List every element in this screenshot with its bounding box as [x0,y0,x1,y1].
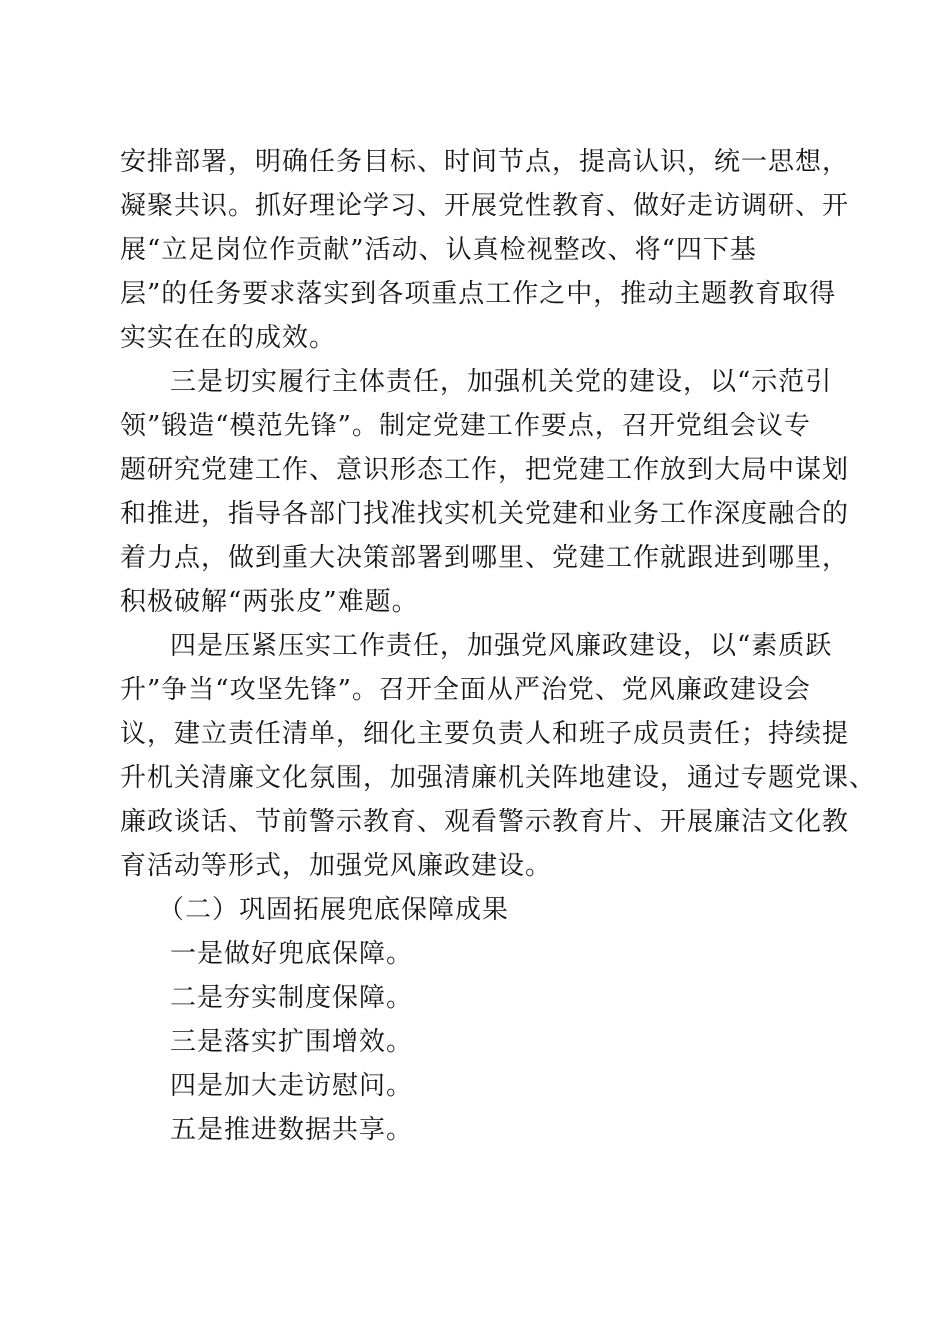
paragraph-line: 题研究党建工作、意识形态工作，把党建工作放到大局中谋划 [120,455,850,485]
section-heading: （二）巩固拓展兜底保障成果 [158,895,510,925]
paragraph-party-building [120,360,880,624]
paragraph-line: 着力点，做到重大决策部署到哪里、党建工作就跟进到哪里， [120,543,850,573]
paragraph-line: 和推进，指导各部门找准找实机关党建和业务工作深度融合的 [120,499,850,529]
paragraph-line: 廉政谈话、节前警示教育、观看警示教育片、开展廉洁文化教 [120,807,850,837]
item-list [120,932,880,1152]
list-item: 一是做好兜底保障。 [170,939,414,969]
paragraph-line: 实实在在的成效。 [120,323,337,353]
paragraph-line: 层”的任务要求落实到各项重点工作之中，推动主题教育取得 [120,279,837,309]
paragraph-line: 育活动等形式，加强党风廉政建设。 [120,851,553,881]
list-item: 四是加大走访慰问。 [170,1071,414,1101]
paragraph-continuation [120,140,880,360]
list-item: 三是落实扩围增效。 [170,1027,414,1057]
paragraph-line: 升”争当“攻坚先锋”。召开全面从严治党、党风廉政建设会 [120,675,811,705]
paragraph-line: 四是压紧压实工作责任，加强党风廉政建设，以“素质跃 [170,631,833,661]
list-item: 五是推进数据共享。 [170,1115,414,1145]
paragraph-line: 凝聚共识。抓好理论学习、开展党性教育、做好走访调研、开 [120,191,850,221]
paragraph-line: 三是切实履行主体责任，加强机关党的建设，以“示范引 [170,367,833,397]
paragraph-line: 安排部署，明确任务目标、时间节点，提高认识，统一思想， [120,147,850,177]
paragraph-line: 展“立足岗位作贡献”活动、认真检视整改、将“四下基 [120,235,757,265]
paragraph-line: 升机关清廉文化氛围，加强清廉机关阵地建设，通过专题党课、 [120,763,877,793]
paragraph-line: 积极破解“两张皮”难题。 [120,587,419,617]
list-item: 二是夯实制度保障。 [170,983,414,1013]
paragraph-line: 领”锻造“模范先锋”。制定党建工作要点，召开党组会议专 [120,411,811,441]
paragraph-line: 议，建立责任清单，细化主要负责人和班子成员责任；持续提 [120,719,850,749]
document-body [120,140,880,1152]
paragraph-integrity [120,624,880,888]
